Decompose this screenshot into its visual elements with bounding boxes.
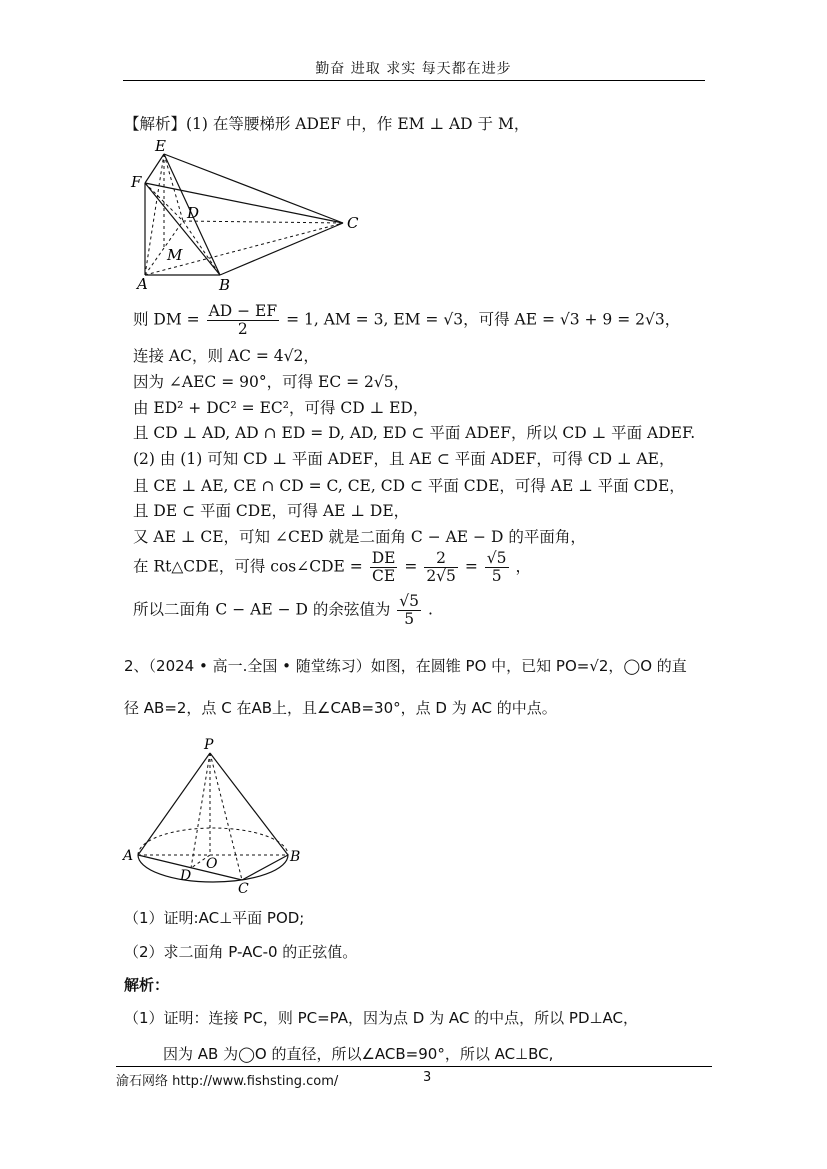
header-rule xyxy=(123,80,705,81)
frac1-num: AD − EF xyxy=(208,302,278,320)
analysis-line7: 且 CE ⊥ AE, CE ∩ CD = C, CE, CD ⊂ 平面 CDE，可得 AE ⊥ 平面 CDE， xyxy=(133,477,685,495)
solution-line1: （1）证明：连接 PC，则 PC=PA，因为点 D 为 AC 的中点，所以 PD⊥AC， xyxy=(124,1009,639,1027)
analysis-line8: 且 DE ⊂ 平面 CDE，可得 AE ⊥ DE， xyxy=(133,502,410,520)
line1-start: 则 DM = xyxy=(133,310,200,329)
frac2-num: DE xyxy=(371,549,396,567)
frac1-den: 2 xyxy=(237,320,248,338)
solution-line2: 因为 AB 为◯O 的直径，所以∠ACB=90°，所以 AC⊥BC, xyxy=(163,1045,554,1063)
subquestion-1: （1）证明:AC⊥平面 POD; xyxy=(124,909,305,927)
label-C: C xyxy=(238,881,249,897)
label-D: D xyxy=(180,868,192,884)
fraction-dm xyxy=(207,303,280,338)
analysis-label: 解析： xyxy=(124,976,170,994)
footer-site: 渝石网络 http://www.fishsting.com/ xyxy=(116,1074,339,1089)
footer-rule xyxy=(116,1066,712,1067)
analysis-intro: 【解析】(1) 在等腰梯形 ADEF 中，作 EM ⊥ AD 于 M， xyxy=(124,115,530,133)
question2-line2: 径 AB=2，点 C 在AB上，且∠CAB=30°，点 D 为 AC 的中点。 xyxy=(124,699,557,717)
line11-end: . xyxy=(427,600,433,619)
page-header: 勤奋 进取 求实 每天都在进步 xyxy=(315,61,512,77)
fraction-2-2sqrt5 xyxy=(424,550,458,585)
label-B: B xyxy=(290,849,301,865)
frac4-den: 5 xyxy=(491,567,502,585)
line10-start: 在 Rt△CDE，可得 cos∠CDE = xyxy=(133,557,363,576)
analysis-line4: 由 ED² + DC² = EC²，可得 CD ⊥ ED， xyxy=(133,399,429,417)
equals-sign: = xyxy=(404,557,418,576)
fraction-answer xyxy=(397,593,421,628)
analysis-line10 xyxy=(133,550,531,585)
label-F: F xyxy=(131,173,142,191)
subquestion-2: （2）求二面角 P-AC-0 的正弦值。 xyxy=(124,943,358,961)
analysis-line6: (2) 由 (1) 可知 CD ⊥ 平面 ADEF，且 AE ⊂ 平面 ADEF，可得 CD ⊥ AE， xyxy=(133,450,675,468)
label-D: D xyxy=(187,204,200,222)
line11-start: 所以二面角 C − AE − D 的余弦值为 xyxy=(133,600,391,619)
frac5-num: √5 xyxy=(399,592,420,610)
fraction-sqrt5-5 xyxy=(485,550,509,585)
line10-end: ， xyxy=(515,557,531,576)
label-O: O xyxy=(206,856,218,872)
equals-sign: = xyxy=(464,557,478,576)
analysis-line1 xyxy=(133,303,680,338)
frac3-num: 2 xyxy=(424,550,458,568)
pyramid-figure xyxy=(125,135,365,293)
analysis-line5: 且 CD ⊥ AD, AD ∩ ED = D, AD, ED ⊂ 平面 ADEF，所以 CD ⊥ 平面 ADEF. xyxy=(133,424,696,442)
label-A: A xyxy=(123,848,134,864)
frac5-den: 5 xyxy=(404,610,415,628)
frac3-den: 2√5 xyxy=(426,567,456,585)
frac2-den: CE xyxy=(371,567,396,585)
analysis-line9: 又 AE ⊥ CE，可知 ∠CED 就是二面角 C − AE − D 的平面角， xyxy=(133,528,586,546)
cone-figure xyxy=(120,735,320,897)
page-number: 3 xyxy=(423,1070,432,1085)
question2-line1: 2、（2024 • 高一.全国 • 随堂练习）如图，在圆锥 PO 中，已知 PO=√2，◯O 的直 xyxy=(124,657,687,675)
label-B: B xyxy=(219,276,231,293)
label-E: E xyxy=(155,137,166,155)
label-P: P xyxy=(204,737,214,753)
label-C: C xyxy=(347,214,359,232)
fraction-de-ce xyxy=(370,550,398,585)
label-M: M xyxy=(167,246,183,264)
label-A: A xyxy=(137,275,148,293)
analysis-line2: 连接 AC，则 AC = 4√2， xyxy=(133,347,319,365)
analysis-line11 xyxy=(133,593,433,628)
analysis-line3: 因为 ∠AEC = 90°，可得 EC = 2√5， xyxy=(133,373,410,391)
frac4-num: √5 xyxy=(486,549,507,567)
line1-end: = 1, AM = 3, EM = √3，可得 AE = √3 + 9 = 2√3， xyxy=(286,310,681,329)
